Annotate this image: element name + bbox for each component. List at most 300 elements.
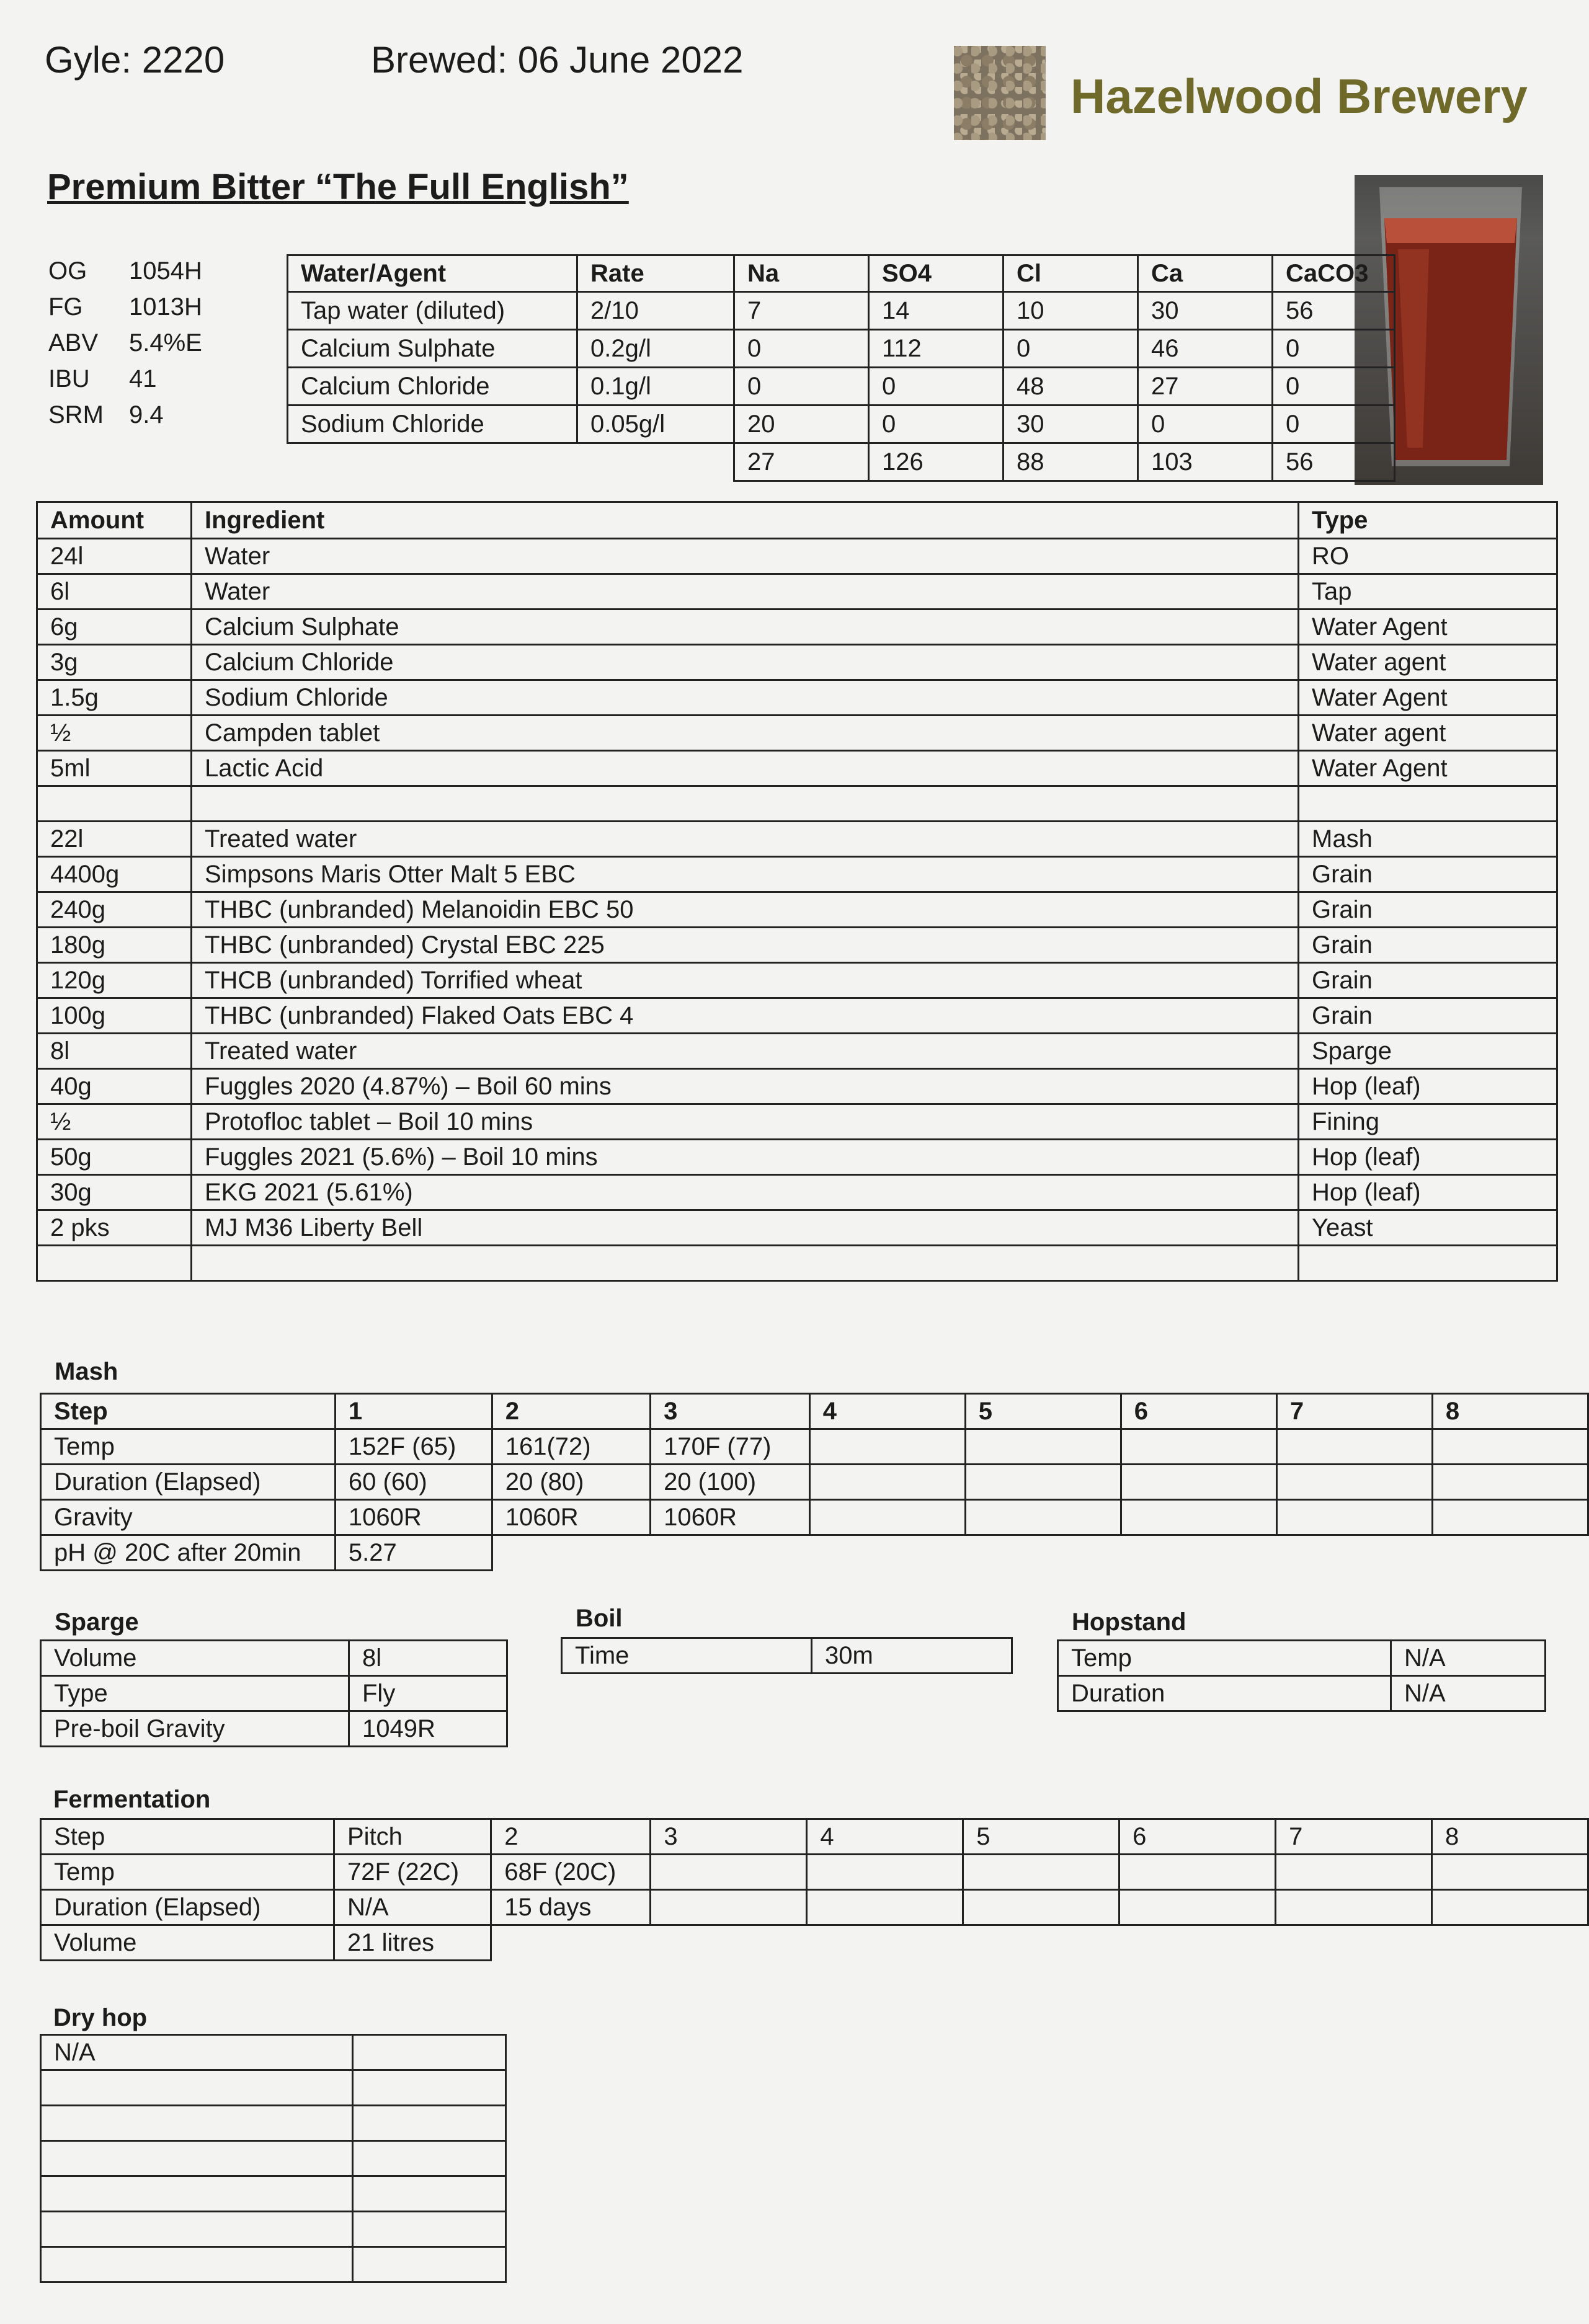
table-cell: Fining: [1299, 1104, 1557, 1140]
table-cell: 6g: [37, 610, 192, 645]
table-row: [41, 2070, 506, 2106]
table-cell: Water Agent: [1299, 680, 1557, 716]
table-cell: 20 (100): [651, 1465, 810, 1500]
table-cell: 4: [809, 1394, 965, 1429]
table-cell: 8: [1432, 1819, 1588, 1855]
table-cell: [577, 443, 734, 481]
malt-grain-image: [954, 46, 1046, 140]
table-cell: 240g: [37, 892, 192, 928]
table-cell: 0: [1138, 406, 1273, 443]
water-table: [287, 254, 1395, 482]
table-cell: 30: [1004, 406, 1138, 443]
stat-row: [48, 325, 202, 361]
table-cell: [1119, 1855, 1276, 1890]
table-cell: [807, 1890, 963, 1925]
table-cell: [651, 1855, 807, 1890]
stat-label: OG: [48, 257, 87, 285]
table-cell: [809, 1465, 965, 1500]
table-cell: 1060R: [335, 1500, 492, 1535]
table-cell: 5: [963, 1819, 1119, 1855]
table-cell: [353, 2176, 506, 2212]
fermentation-title: Fermentation: [53, 1786, 211, 1813]
table-cell: 161(72): [492, 1429, 650, 1465]
table-cell: 27: [1138, 368, 1273, 406]
table-cell: Water Agent: [1299, 751, 1557, 786]
table-cell: [1276, 1855, 1432, 1890]
table-cell: [1276, 1500, 1432, 1535]
table-cell: 0: [869, 368, 1004, 406]
ingredient-row: [37, 716, 1557, 751]
table-cell: 0.2g/l: [577, 330, 734, 368]
table-cell: 14: [869, 292, 1004, 330]
table-cell: 4: [807, 1819, 963, 1855]
table-cell: Tap: [1299, 574, 1557, 610]
table-row: [41, 1429, 1588, 1465]
dryhop-title: Dry hop: [53, 2004, 148, 2031]
table-cell: Sodium Chloride: [192, 680, 1299, 716]
table-cell: [809, 1500, 965, 1535]
table-row: [41, 1465, 1588, 1500]
table-cell: Water agent: [1299, 716, 1557, 751]
table-cell: Calcium Sulphate: [288, 330, 577, 368]
table-cell: EKG 2021 (5.61%): [192, 1175, 1299, 1210]
column-header: Ingredient: [192, 502, 1299, 539]
total-cell: 126: [869, 443, 1004, 481]
beer-stats: [48, 253, 202, 433]
table-cell: N/A: [41, 2035, 353, 2070]
table-row: [562, 1638, 1012, 1674]
ingredient-row: [37, 680, 1557, 716]
table-cell: Mash: [1299, 822, 1557, 857]
table-cell: Pitch: [334, 1819, 491, 1855]
stat-label: FG: [48, 293, 83, 321]
table-cell: 0: [1273, 368, 1395, 406]
table-cell: 0: [869, 406, 1004, 443]
column-header: Amount: [37, 502, 192, 539]
table-cell: [491, 1925, 651, 1961]
table-cell: 50g: [37, 1140, 192, 1175]
table-cell: Calcium Chloride: [288, 368, 577, 406]
table-cell: [353, 2141, 506, 2176]
table-cell: Sparge: [1299, 1034, 1557, 1069]
table-cell: Water agent: [1299, 645, 1557, 680]
ingredient-row: [37, 892, 1557, 928]
table-cell: [807, 1925, 963, 1961]
table-cell: 5: [965, 1394, 1121, 1429]
total-cell: 88: [1004, 443, 1138, 481]
boil-title: Boil: [576, 1605, 623, 1632]
table-cell: Time: [562, 1638, 812, 1674]
table-cell: Treated water: [192, 1034, 1299, 1069]
ingredient-row: [37, 857, 1557, 892]
table-cell: Tap water (diluted): [288, 292, 577, 330]
table-cell: Campden tablet: [192, 716, 1299, 751]
table-cell: 68F (20C): [491, 1855, 651, 1890]
volume-row: [41, 1925, 1588, 1961]
table-cell: 1049R: [349, 1711, 507, 1747]
table-cell: 2: [492, 1394, 650, 1429]
table-cell: 0: [1004, 330, 1138, 368]
ingredient-row: [37, 645, 1557, 680]
table-cell: Temp: [1058, 1641, 1391, 1676]
table-cell: [1119, 1925, 1276, 1961]
table-cell: 30: [1138, 292, 1273, 330]
stat-row: [48, 253, 202, 289]
table-row: [41, 1500, 1588, 1535]
table-cell: [1432, 1500, 1588, 1535]
table-cell: 48: [1004, 368, 1138, 406]
table-cell: [192, 786, 1299, 822]
table-cell: [965, 1465, 1121, 1500]
ingredient-row: [37, 751, 1557, 786]
table-cell: Type: [41, 1676, 349, 1711]
table-cell: N/A: [1391, 1641, 1546, 1676]
table-cell: Hop (leaf): [1299, 1140, 1557, 1175]
table-cell: Temp: [41, 1855, 334, 1890]
table-cell: Yeast: [1299, 1210, 1557, 1246]
ingredient-row: [37, 963, 1557, 998]
table-cell: [41, 2070, 353, 2106]
table-cell: 4400g: [37, 857, 192, 892]
table-cell: THBC (unbranded) Flaked Oats EBC 4: [192, 998, 1299, 1034]
table-row: [41, 2247, 506, 2282]
table-cell: THCB (unbranded) Torrified wheat: [192, 963, 1299, 998]
table-row: [41, 2035, 506, 2070]
table-cell: 60 (60): [335, 1465, 492, 1500]
table-cell: 8: [1432, 1394, 1588, 1429]
table-row: [41, 2176, 506, 2212]
table-cell: MJ M36 Liberty Bell: [192, 1210, 1299, 1246]
stat-row: [48, 397, 202, 433]
table-cell: pH @ 20C after 20min: [41, 1535, 336, 1571]
column-header: Cl: [1004, 255, 1138, 292]
table-cell: Hop (leaf): [1299, 1175, 1557, 1210]
table-cell: [353, 2035, 506, 2070]
table-cell: Fuggles 2021 (5.6%) – Boil 10 mins: [192, 1140, 1299, 1175]
recipe-title: Premium Bitter “The Full English”: [47, 167, 629, 207]
table-cell: THBC (unbranded) Melanoidin EBC 50: [192, 892, 1299, 928]
table-cell: [353, 2247, 506, 2282]
stat-row: [48, 289, 202, 325]
table-cell: [651, 1890, 807, 1925]
column-header: Rate: [577, 255, 734, 292]
ingredient-row: [37, 1034, 1557, 1069]
table-header: [37, 502, 1557, 539]
table-cell: [1299, 786, 1557, 822]
table-cell: Calcium Chloride: [192, 645, 1299, 680]
table-row: [41, 1641, 507, 1676]
table-cell: RO: [1299, 539, 1557, 574]
table-cell: 21 litres: [334, 1925, 491, 1961]
table-cell: 8l: [37, 1034, 192, 1069]
fermentation-table: [40, 1818, 1589, 1961]
table-row: [41, 2212, 506, 2247]
table-cell: [1276, 1925, 1432, 1961]
column-header: SO4: [869, 255, 1004, 292]
table-cell: [288, 443, 577, 481]
table-cell: Water Agent: [1299, 610, 1557, 645]
table-cell: [963, 1925, 1119, 1961]
table-cell: 20: [734, 406, 869, 443]
table-cell: [1276, 1429, 1432, 1465]
table-cell: [807, 1855, 963, 1890]
table-cell: 6: [1121, 1394, 1276, 1429]
table-cell: 2: [491, 1819, 651, 1855]
table-cell: [1299, 1246, 1557, 1281]
table-cell: [1276, 1890, 1432, 1925]
table-cell: [1121, 1465, 1276, 1500]
table-row: [1058, 1641, 1546, 1676]
table-cell: 24l: [37, 539, 192, 574]
ingredient-row: [37, 822, 1557, 857]
table-cell: ½: [37, 716, 192, 751]
table-cell: [37, 1246, 192, 1281]
total-cell: 103: [1138, 443, 1273, 481]
table-cell: [963, 1855, 1119, 1890]
table-row: [288, 368, 1395, 406]
boil-table: [561, 1637, 1013, 1674]
mash-title: Mash: [55, 1358, 118, 1385]
table-row: [41, 2141, 506, 2176]
table-cell: [192, 1246, 1299, 1281]
table-row: [288, 406, 1395, 443]
table-cell: [41, 2176, 353, 2212]
table-cell: 0.1g/l: [577, 368, 734, 406]
table-cell: [1432, 1890, 1588, 1925]
table-cell: [965, 1500, 1121, 1535]
stat-value: 5.4%E: [129, 329, 202, 357]
stat-label: ABV: [48, 329, 99, 357]
table-row: [41, 1855, 1588, 1890]
totals-row: [288, 443, 1395, 481]
stat-value: 1054H: [129, 257, 202, 285]
table-cell: Sodium Chloride: [288, 406, 577, 443]
table-cell: 3: [651, 1819, 807, 1855]
table-cell: 100g: [37, 998, 192, 1034]
table-cell: [1432, 1535, 1588, 1571]
table-cell: [651, 1925, 807, 1961]
table-cell: Hop (leaf): [1299, 1069, 1557, 1104]
table-cell: Lactic Acid: [192, 751, 1299, 786]
ingredient-row: [37, 1104, 1557, 1140]
table-cell: Water: [192, 574, 1299, 610]
table-cell: [41, 2212, 353, 2247]
table-cell: 56: [1273, 292, 1395, 330]
hopstand-table: [1057, 1639, 1546, 1712]
table-cell: [1432, 1429, 1588, 1465]
table-cell: 1060R: [651, 1500, 810, 1535]
table-cell: N/A: [334, 1890, 491, 1925]
table-cell: Duration: [1058, 1676, 1391, 1711]
dryhop-table: [40, 2034, 507, 2283]
table-cell: 2 pks: [37, 1210, 192, 1246]
table-cell: [1121, 1500, 1276, 1535]
table-cell: [353, 2106, 506, 2141]
table-cell: 8l: [349, 1641, 507, 1676]
table-cell: 170F (77): [651, 1429, 810, 1465]
table-row: [41, 1711, 507, 1747]
table-cell: Grain: [1299, 892, 1557, 928]
table-cell: Calcium Sulphate: [192, 610, 1299, 645]
table-cell: Treated water: [192, 822, 1299, 857]
table-cell: 7: [1276, 1394, 1432, 1429]
table-cell: Grain: [1299, 963, 1557, 998]
table-cell: Protofloc tablet – Boil 10 mins: [192, 1104, 1299, 1140]
table-row: [1058, 1676, 1546, 1711]
table-cell: 30g: [37, 1175, 192, 1210]
table-cell: [809, 1429, 965, 1465]
table-cell: [37, 786, 192, 822]
column-header: Type: [1299, 502, 1557, 539]
table-cell: Volume: [41, 1925, 334, 1961]
table-cell: Pre-boil Gravity: [41, 1711, 349, 1747]
table-cell: 2/10: [577, 292, 734, 330]
table-cell: N/A: [1391, 1676, 1546, 1711]
ingredient-row: [37, 1210, 1557, 1246]
ingredient-row: [37, 928, 1557, 963]
table-cell: 1.5g: [37, 680, 192, 716]
total-cell: 27: [734, 443, 869, 481]
table-cell: [1121, 1429, 1276, 1465]
table-cell: Fuggles 2020 (4.87%) – Boil 60 mins: [192, 1069, 1299, 1104]
table-row: [41, 1676, 507, 1711]
table-cell: 5.27: [335, 1535, 492, 1571]
table-cell: Volume: [41, 1641, 349, 1676]
column-header: Water/Agent: [288, 255, 577, 292]
ingredient-row: [37, 610, 1557, 645]
column-header: Na: [734, 255, 869, 292]
table-cell: 30m: [812, 1638, 1012, 1674]
ingredient-row: [37, 574, 1557, 610]
table-cell: 0: [734, 330, 869, 368]
table-cell: [353, 2070, 506, 2106]
stat-value: 1013H: [129, 293, 202, 321]
table-cell: [1432, 1855, 1588, 1890]
ingredient-row: [37, 1069, 1557, 1104]
table-cell: [41, 2141, 353, 2176]
ingredient-row: [37, 1140, 1557, 1175]
table-row: [41, 2106, 506, 2141]
sparge-table: [40, 1639, 508, 1747]
sparge-title: Sparge: [55, 1608, 139, 1636]
table-cell: [809, 1535, 965, 1571]
column-header: CaCO3: [1273, 255, 1395, 292]
table-cell: [41, 2247, 353, 2282]
table-cell: [1432, 1925, 1588, 1961]
total-cell: 56: [1273, 443, 1395, 481]
table-cell: 46: [1138, 330, 1273, 368]
table-cell: Grain: [1299, 998, 1557, 1034]
ingredient-row: [37, 786, 1557, 822]
table-cell: 3: [651, 1394, 810, 1429]
table-cell: Grain: [1299, 857, 1557, 892]
table-cell: Grain: [1299, 928, 1557, 963]
table-cell: [965, 1429, 1121, 1465]
table-cell: 152F (65): [335, 1429, 492, 1465]
table-cell: [965, 1535, 1121, 1571]
table-cell: 7: [1276, 1819, 1432, 1855]
table-row: [41, 1819, 1588, 1855]
table-cell: 15 days: [491, 1890, 651, 1925]
stat-value: 9.4: [129, 401, 164, 428]
table-cell: Duration (Elapsed): [41, 1890, 334, 1925]
table-header: [288, 255, 1395, 292]
table-cell: 5ml: [37, 751, 192, 786]
stat-label: SRM: [48, 401, 104, 428]
stat-row: [48, 361, 202, 397]
ingredient-row: [37, 998, 1557, 1034]
table-cell: 112: [869, 330, 1004, 368]
table-cell: 0: [734, 368, 869, 406]
table-cell: Water: [192, 539, 1299, 574]
ph-row: [41, 1535, 1588, 1571]
table-cell: [1276, 1535, 1432, 1571]
table-row: [288, 330, 1395, 368]
table-header: [41, 1394, 1588, 1429]
table-cell: 20 (80): [492, 1465, 650, 1500]
stat-label: IBU: [48, 365, 90, 393]
table-cell: [963, 1890, 1119, 1925]
table-cell: 3g: [37, 645, 192, 680]
table-cell: [353, 2212, 506, 2247]
table-cell: 10: [1004, 292, 1138, 330]
stat-value: 41: [129, 365, 157, 393]
table-cell: [1276, 1465, 1432, 1500]
table-cell: Fly: [349, 1676, 507, 1711]
ingredients-table: [36, 501, 1558, 1282]
table-cell: 6: [1119, 1819, 1276, 1855]
table-cell: [1119, 1890, 1276, 1925]
brewery-name: Hazelwood Brewery: [1070, 69, 1528, 123]
table-cell: Step: [41, 1819, 334, 1855]
table-cell: 120g: [37, 963, 192, 998]
table-cell: 1060R: [492, 1500, 650, 1535]
table-cell: ½: [37, 1104, 192, 1140]
hopstand-title: Hopstand: [1072, 1608, 1186, 1636]
table-cell: [1432, 1465, 1588, 1500]
table-cell: Step: [41, 1394, 336, 1429]
ingredient-row: [37, 1246, 1557, 1281]
table-cell: 1: [335, 1394, 492, 1429]
table-cell: 180g: [37, 928, 192, 963]
table-cell: Duration (Elapsed): [41, 1465, 336, 1500]
table-cell: Gravity: [41, 1500, 336, 1535]
table-cell: THBC (unbranded) Crystal EBC 225: [192, 928, 1299, 963]
table-cell: 72F (22C): [334, 1855, 491, 1890]
table-cell: [1121, 1535, 1276, 1571]
table-cell: 7: [734, 292, 869, 330]
table-cell: Simpsons Maris Otter Malt 5 EBC: [192, 857, 1299, 892]
mash-table: [40, 1393, 1589, 1571]
brew-date: Brewed: 06 June 2022: [371, 39, 744, 81]
table-cell: 0: [1273, 330, 1395, 368]
gyle-number: Gyle: 2220: [45, 39, 225, 81]
table-cell: [651, 1535, 810, 1571]
table-cell: 0.05g/l: [577, 406, 734, 443]
table-row: [288, 292, 1395, 330]
table-cell: Temp: [41, 1429, 336, 1465]
table-row: [41, 1890, 1588, 1925]
table-cell: 40g: [37, 1069, 192, 1104]
table-cell: [492, 1535, 650, 1571]
ingredient-row: [37, 1175, 1557, 1210]
column-header: Ca: [1138, 255, 1273, 292]
table-cell: [41, 2106, 353, 2141]
table-cell: 22l: [37, 822, 192, 857]
table-cell: 0: [1273, 406, 1395, 443]
ingredient-row: [37, 539, 1557, 574]
table-cell: 6l: [37, 574, 192, 610]
